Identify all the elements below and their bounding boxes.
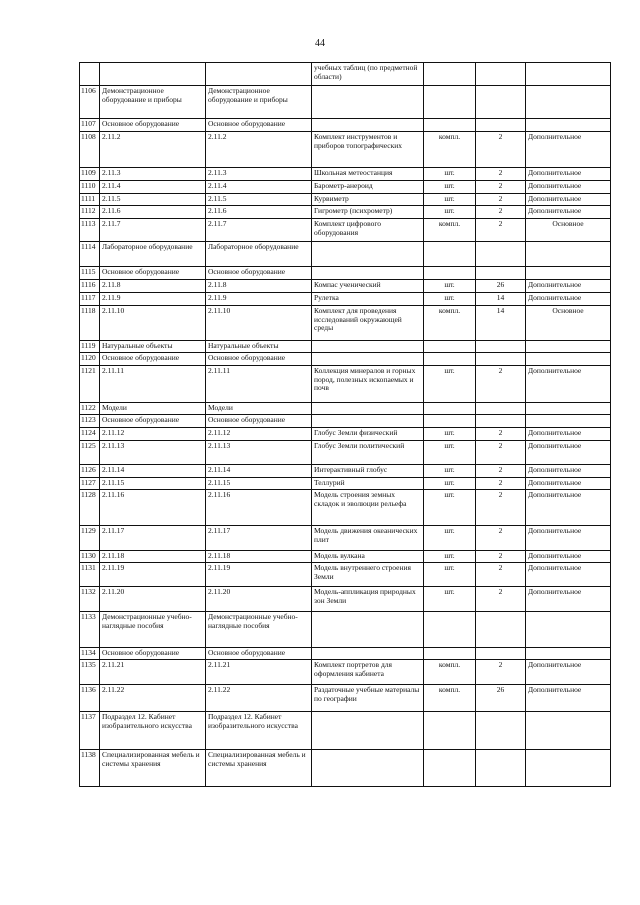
table-row [80, 563, 611, 587]
row-number-cell: 1114 [80, 242, 100, 267]
name-cell: 2.11.21 [206, 660, 312, 685]
table-row [80, 587, 611, 612]
code-cell: 2.11.17 [100, 526, 206, 551]
table-row [80, 219, 611, 242]
row-number-cell: 1125 [80, 441, 100, 465]
table-row [80, 280, 611, 293]
quantity-cell [476, 242, 526, 267]
unit-cell [424, 750, 476, 787]
unit-cell [424, 267, 476, 280]
table-row [80, 403, 611, 415]
row-number-cell: 1112 [80, 206, 100, 219]
item-cell: Интерактивный глобус [312, 465, 424, 478]
code-cell: Подраздел 12. Кабинет изобразительного искусства [100, 712, 206, 750]
row-number-cell: 1135 [80, 660, 100, 685]
name-cell: Подраздел 12. Кабинет изобразительного искусства [206, 712, 312, 750]
quantity-cell: 2 [476, 181, 526, 194]
item-cell [312, 712, 424, 750]
row-number-cell: 1122 [80, 403, 100, 415]
code-cell: 2.11.7 [100, 219, 206, 242]
name-cell: 2.11.17 [206, 526, 312, 551]
row-number-cell: 1109 [80, 168, 100, 181]
unit-cell [424, 403, 476, 415]
equipment-table-body [80, 63, 611, 787]
item-cell: Комплект инструментов и приборов топографических [312, 132, 424, 168]
row-number-cell: 1129 [80, 526, 100, 551]
type-cell [526, 119, 611, 132]
name-cell: 2.11.6 [206, 206, 312, 219]
item-cell: Компас ученический [312, 280, 424, 293]
row-number-cell [80, 63, 100, 86]
unit-cell: шт. [424, 478, 476, 490]
item-cell [312, 648, 424, 660]
item-cell: Гигрометр (психрометр) [312, 206, 424, 219]
item-cell: Модель движения океанических плит [312, 526, 424, 551]
unit-cell: компл. [424, 306, 476, 341]
name-cell: Основное оборудование [206, 267, 312, 280]
table-row [80, 750, 611, 787]
code-cell: Специализированная мебель и системы хранения [100, 750, 206, 787]
code-cell: 2.11.21 [100, 660, 206, 685]
quantity-cell: 2 [476, 465, 526, 478]
name-cell: 2.11.2 [206, 132, 312, 168]
quantity-cell [476, 712, 526, 750]
unit-cell: шт. [424, 168, 476, 181]
row-number-cell: 1106 [80, 86, 100, 119]
name-cell: Демонстрационные учебно-наглядные пособия [206, 612, 312, 648]
unit-cell: компл. [424, 660, 476, 685]
type-cell: Дополнительное [526, 206, 611, 219]
quantity-cell: 2 [476, 132, 526, 168]
type-cell [526, 63, 611, 86]
code-cell: 2.11.6 [100, 206, 206, 219]
row-number-cell: 1115 [80, 267, 100, 280]
type-cell [526, 415, 611, 428]
type-cell [526, 353, 611, 366]
unit-cell [424, 415, 476, 428]
table-row [80, 341, 611, 353]
table-row [80, 490, 611, 526]
type-cell: Дополнительное [526, 366, 611, 403]
table-row [80, 478, 611, 490]
quantity-cell [476, 415, 526, 428]
code-cell: 2.11.16 [100, 490, 206, 526]
row-number-cell: 1108 [80, 132, 100, 168]
code-cell: Демонстрационное оборудование и приборы [100, 86, 206, 119]
unit-cell: компл. [424, 132, 476, 168]
table-row [80, 267, 611, 280]
table-row [80, 132, 611, 168]
row-number-cell: 1121 [80, 366, 100, 403]
quantity-cell: 2 [476, 219, 526, 242]
code-cell: Модели [100, 403, 206, 415]
table-row [80, 428, 611, 441]
name-cell: 2.11.20 [206, 587, 312, 612]
code-cell: 2.11.19 [100, 563, 206, 587]
table-row [80, 551, 611, 563]
item-cell: Коллекция минералов и горных пород, полезных ископаемых и почв [312, 366, 424, 403]
code-cell: Лабораторное оборудование [100, 242, 206, 267]
name-cell: Основное оборудование [206, 415, 312, 428]
type-cell: Дополнительное [526, 280, 611, 293]
quantity-cell: 2 [476, 490, 526, 526]
table-row [80, 712, 611, 750]
type-cell: Основное [526, 219, 611, 242]
code-cell: 2.11.12 [100, 428, 206, 441]
item-cell [312, 267, 424, 280]
name-cell: Основное оборудование [206, 119, 312, 132]
quantity-cell [476, 648, 526, 660]
unit-cell: шт. [424, 526, 476, 551]
item-cell: Школьная метеостанция [312, 168, 424, 181]
quantity-cell: 26 [476, 280, 526, 293]
table-row [80, 612, 611, 648]
quantity-cell [476, 63, 526, 86]
quantity-cell: 26 [476, 685, 526, 712]
table-row [80, 648, 611, 660]
item-cell [312, 86, 424, 119]
code-cell: Основное оборудование [100, 648, 206, 660]
quantity-cell [476, 86, 526, 119]
type-cell [526, 86, 611, 119]
code-cell: 2.11.5 [100, 194, 206, 206]
name-cell: Натуральные объекты [206, 341, 312, 353]
table-row [80, 660, 611, 685]
type-cell: Дополнительное [526, 563, 611, 587]
name-cell: 2.11.12 [206, 428, 312, 441]
name-cell: 2.11.16 [206, 490, 312, 526]
code-cell: Основное оборудование [100, 267, 206, 280]
code-cell: 2.11.18 [100, 551, 206, 563]
unit-cell: шт. [424, 181, 476, 194]
code-cell: Основное оборудование [100, 415, 206, 428]
code-cell: Натуральные объекты [100, 341, 206, 353]
quantity-cell: 2 [476, 526, 526, 551]
row-number-cell: 1131 [80, 563, 100, 587]
quantity-cell [476, 119, 526, 132]
code-cell [100, 63, 206, 86]
item-cell: учебных таблиц (по предметной области) [312, 63, 424, 86]
name-cell: 2.11.11 [206, 366, 312, 403]
code-cell: 2.11.13 [100, 441, 206, 465]
row-number-cell: 1137 [80, 712, 100, 750]
row-number-cell: 1110 [80, 181, 100, 194]
item-cell: Комплект портретов для оформления кабинета [312, 660, 424, 685]
quantity-cell: 2 [476, 551, 526, 563]
row-number-cell: 1127 [80, 478, 100, 490]
code-cell: 2.11.3 [100, 168, 206, 181]
unit-cell: шт. [424, 465, 476, 478]
name-cell: Модели [206, 403, 312, 415]
type-cell [526, 267, 611, 280]
quantity-cell: 2 [476, 660, 526, 685]
item-cell [312, 353, 424, 366]
code-cell: 2.11.14 [100, 465, 206, 478]
code-cell: 2.11.15 [100, 478, 206, 490]
unit-cell [424, 341, 476, 353]
table-row [80, 441, 611, 465]
item-cell [312, 242, 424, 267]
quantity-cell [476, 267, 526, 280]
type-cell: Дополнительное [526, 181, 611, 194]
name-cell: 2.11.15 [206, 478, 312, 490]
type-cell: Дополнительное [526, 293, 611, 306]
name-cell: 2.11.8 [206, 280, 312, 293]
quantity-cell: 2 [476, 563, 526, 587]
code-cell: Основное оборудование [100, 119, 206, 132]
name-cell: 2.11.9 [206, 293, 312, 306]
unit-cell [424, 242, 476, 267]
table-row [80, 63, 611, 86]
type-cell [526, 242, 611, 267]
row-number-cell: 1120 [80, 353, 100, 366]
unit-cell: шт. [424, 280, 476, 293]
name-cell: 2.11.13 [206, 441, 312, 465]
item-cell [312, 750, 424, 787]
type-cell: Дополнительное [526, 490, 611, 526]
item-cell: Глобус Земли политический [312, 441, 424, 465]
code-cell: 2.11.11 [100, 366, 206, 403]
code-cell: 2.11.2 [100, 132, 206, 168]
name-cell: 2.11.18 [206, 551, 312, 563]
code-cell: Демонстрационные учебно-наглядные пособия [100, 612, 206, 648]
row-number-cell: 1107 [80, 119, 100, 132]
quantity-cell: 2 [476, 428, 526, 441]
code-cell: 2.11.4 [100, 181, 206, 194]
unit-cell: шт. [424, 563, 476, 587]
quantity-cell: 2 [476, 478, 526, 490]
item-cell [312, 341, 424, 353]
table-row [80, 293, 611, 306]
unit-cell [424, 648, 476, 660]
type-cell: Дополнительное [526, 526, 611, 551]
item-cell [312, 415, 424, 428]
quantity-cell: 2 [476, 441, 526, 465]
table-row [80, 181, 611, 194]
item-cell: Модель внутреннего строения Земли [312, 563, 424, 587]
quantity-cell: 2 [476, 194, 526, 206]
item-cell: Глобус Земли физический [312, 428, 424, 441]
type-cell [526, 403, 611, 415]
row-number-cell: 1134 [80, 648, 100, 660]
type-cell: Дополнительное [526, 478, 611, 490]
type-cell: Дополнительное [526, 428, 611, 441]
quantity-cell: 2 [476, 587, 526, 612]
name-cell: 2.11.14 [206, 465, 312, 478]
item-cell: Модель строения земных складок и эволюции рельефа [312, 490, 424, 526]
code-cell: 2.11.10 [100, 306, 206, 341]
name-cell: Лабораторное оборудование [206, 242, 312, 267]
item-cell [312, 403, 424, 415]
row-number-cell: 1128 [80, 490, 100, 526]
row-number-cell: 1113 [80, 219, 100, 242]
item-cell: Раздаточные учебные материалы по географии [312, 685, 424, 712]
table-row [80, 366, 611, 403]
unit-cell [424, 86, 476, 119]
quantity-cell [476, 353, 526, 366]
name-cell: 2.11.22 [206, 685, 312, 712]
item-cell: Комплект цифрового оборудования [312, 219, 424, 242]
name-cell: Основное оборудование [206, 648, 312, 660]
item-cell: Рулетка [312, 293, 424, 306]
unit-cell [424, 712, 476, 750]
name-cell: 2.11.5 [206, 194, 312, 206]
table-row [80, 86, 611, 119]
row-number-cell: 1116 [80, 280, 100, 293]
type-cell: Основное [526, 306, 611, 341]
unit-cell: шт. [424, 293, 476, 306]
type-cell: Дополнительное [526, 465, 611, 478]
unit-cell: шт. [424, 441, 476, 465]
item-cell [312, 119, 424, 132]
unit-cell: компл. [424, 219, 476, 242]
code-cell: 2.11.22 [100, 685, 206, 712]
type-cell: Дополнительное [526, 132, 611, 168]
unit-cell: шт. [424, 551, 476, 563]
table-row [80, 206, 611, 219]
quantity-cell: 14 [476, 306, 526, 341]
type-cell [526, 612, 611, 648]
quantity-cell [476, 403, 526, 415]
type-cell: Дополнительное [526, 168, 611, 181]
unit-cell: шт. [424, 206, 476, 219]
quantity-cell: 2 [476, 168, 526, 181]
type-cell [526, 750, 611, 787]
table-row [80, 465, 611, 478]
unit-cell: шт. [424, 366, 476, 403]
row-number-cell: 1118 [80, 306, 100, 341]
name-cell: Демонстрационное оборудование и приборы [206, 86, 312, 119]
type-cell: Дополнительное [526, 194, 611, 206]
item-cell: Комплект для проведения исследований окружающей среды [312, 306, 424, 341]
quantity-cell [476, 341, 526, 353]
unit-cell: шт. [424, 194, 476, 206]
unit-cell [424, 63, 476, 86]
row-number-cell: 1117 [80, 293, 100, 306]
item-cell: Курвиметр [312, 194, 424, 206]
table-row [80, 194, 611, 206]
row-number-cell: 1111 [80, 194, 100, 206]
type-cell [526, 648, 611, 660]
unit-cell [424, 353, 476, 366]
page-number: 44 [315, 38, 325, 49]
type-cell [526, 341, 611, 353]
item-cell [312, 612, 424, 648]
code-cell: 2.11.20 [100, 587, 206, 612]
type-cell: Дополнительное [526, 587, 611, 612]
name-cell: Специализированная мебель и системы хранения [206, 750, 312, 787]
name-cell: 2.11.3 [206, 168, 312, 181]
name-cell: 2.11.10 [206, 306, 312, 341]
quantity-cell: 14 [476, 293, 526, 306]
table-row [80, 415, 611, 428]
type-cell: Дополнительное [526, 685, 611, 712]
equipment-table [79, 62, 611, 787]
table-row [80, 168, 611, 181]
type-cell: Дополнительное [526, 441, 611, 465]
type-cell: Дополнительное [526, 551, 611, 563]
table-row [80, 353, 611, 366]
table-row [80, 526, 611, 551]
row-number-cell: 1136 [80, 685, 100, 712]
unit-cell: шт. [424, 587, 476, 612]
unit-cell: шт. [424, 490, 476, 526]
row-number-cell: 1138 [80, 750, 100, 787]
row-number-cell: 1126 [80, 465, 100, 478]
quantity-cell [476, 750, 526, 787]
row-number-cell: 1124 [80, 428, 100, 441]
unit-cell: компл. [424, 685, 476, 712]
name-cell: Основное оборудование [206, 353, 312, 366]
quantity-cell: 2 [476, 366, 526, 403]
type-cell: Дополнительное [526, 660, 611, 685]
unit-cell: шт. [424, 428, 476, 441]
item-cell: Модель-аппликация природных зон Земли [312, 587, 424, 612]
name-cell [206, 63, 312, 86]
type-cell [526, 712, 611, 750]
row-number-cell: 1133 [80, 612, 100, 648]
row-number-cell: 1123 [80, 415, 100, 428]
table-row [80, 685, 611, 712]
item-cell: Барометр-анероид [312, 181, 424, 194]
row-number-cell: 1130 [80, 551, 100, 563]
code-cell: 2.11.9 [100, 293, 206, 306]
row-number-cell: 1119 [80, 341, 100, 353]
item-cell: Модель вулкана [312, 551, 424, 563]
code-cell: 2.11.8 [100, 280, 206, 293]
table-row [80, 242, 611, 267]
name-cell: 2.11.19 [206, 563, 312, 587]
item-cell: Теллурий [312, 478, 424, 490]
row-number-cell: 1132 [80, 587, 100, 612]
table-row [80, 119, 611, 132]
quantity-cell: 2 [476, 206, 526, 219]
name-cell: 2.11.7 [206, 219, 312, 242]
name-cell: 2.11.4 [206, 181, 312, 194]
unit-cell [424, 119, 476, 132]
code-cell: Основное оборудование [100, 353, 206, 366]
unit-cell [424, 612, 476, 648]
table-row [80, 306, 611, 341]
quantity-cell [476, 612, 526, 648]
